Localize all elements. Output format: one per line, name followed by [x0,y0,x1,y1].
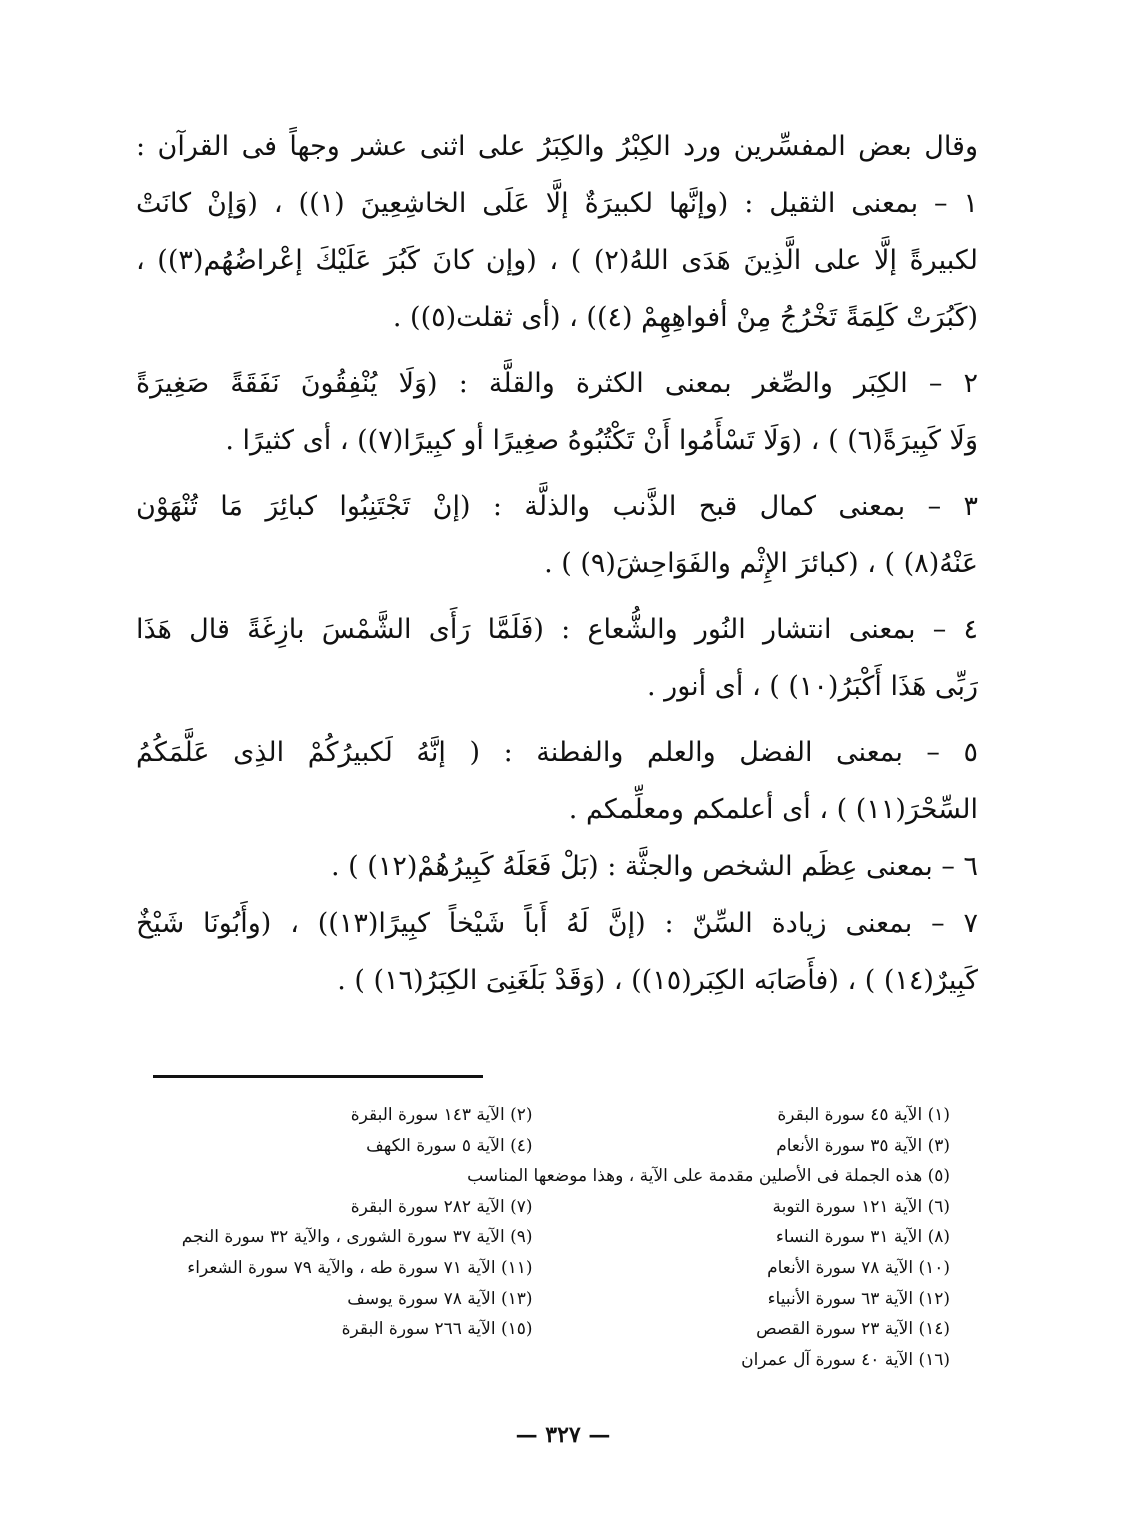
footnote-5: (٥) هذه الجملة فى الأصلين مقدمة على الآية ، وهذا موضعها المناسب [467,1166,950,1187]
footnote-row [115,1284,950,1315]
footnote-16: (١٦) الآية ٤٠ سورة آل عمران [741,1349,950,1370]
footnote-row [115,1314,950,1345]
point-4-line-2: رَبِّى هَذَا أَكْبَرُ(١٠) ) ، أى أنور . [646,671,978,702]
footnote-row [115,1345,950,1376]
point-1-line-3: (كَبُرَتْ كَلِمَةً تَخْرُجُ مِنْ أفواهِهِمْ (٤)) ، (أى ثقلت(٥)) . [392,302,978,333]
point-2-line-2: وَلَا كَبِيرَةً(٦) ) ، (وَلَا تَسْأَمُوا أَنْ تَكْتُبُوهُ صغِيرًا أو كبِيرًا(٧)) ، أى كثيرًا . [225,425,978,456]
footnote-10: (١٠) الآية ٧٨ سورة الأنعام [767,1257,950,1278]
intro-line: وقال بعض المفسِّرين ورد الكِبْرُ والكِبَرُ على اثنى عشر وجهاً فى القرآن : [136,131,978,162]
footnote-15: (١٥) الآية ٢٦٦ سورة البقرة [341,1319,533,1340]
point-1-line-1: ١ – بمعنى الثقيل : (وإنَّها لكبيرَةٌ إلَّا عَلَى الخاشِعِينَ (١)) ، (وَإنْ كانَتْ [136,188,978,219]
point-4-line-1: ٤ – بمعنى انتشار النُور والشُّعاع : (فَلَمَّا رَأَى الشَّمْسَ بازِغَةً قال هَذَا [136,614,978,645]
footnote-row [115,1222,950,1253]
point-6-line-1: ٦ – بمعنى عِظَم الشخص والجثَّة : (بَلْ فَعَلَهُ كَبِيرُهُمْ(١٢) ) . [331,851,978,882]
point-3-line-2: عَنْهُ(٨) ) ، (كبائرَ الإِثْم والفَوَاحِشَ(٩) ) . [544,548,978,579]
point-5-line-2: السِّحْرَ(١١) ) ، أى أعلمكم ومعلِّمكم . [568,794,978,825]
footnote-2: (٢) الآية ١٤٣ سورة البقرة [350,1105,533,1125]
footnote-11: (١١) الآية ٧١ سورة طه ، والآية ٧٩ سورة الشعراء [187,1257,533,1278]
point-5-line-1: ٥ – بمعنى الفضل والعلم والفطنة : ( إنَّهُ لَكبيرُكُمْ الذِى عَلَّمَكُمُ [136,737,978,768]
point-1-line-2: لكبيرةً إلَّا على الَّذِينَ هَدَى اللهُ(٢) ) ، (وإن كانَ كَبُرَ عَلَيْكَ إعْراضُهُم(٣)) ، [136,245,978,276]
footnote-14: (١٤) الآية ٢٣ سورة القصص [756,1319,950,1340]
footnotes [115,1100,950,1375]
footnote-1: (١) الآية ٤٥ سورة البقرة [777,1105,950,1125]
point-3-line-1: ٣ – بمعنى كمال قبح الذَّنب والذلَّة : (إنْ تَجْتَنِبُوا كبائِرَ مَا تُنْهَوْن [136,491,978,522]
main-text [136,118,978,1009]
footnote-8: (٨) الآية ٣١ سورة النساء [775,1227,950,1248]
footnote-3: (٣) الآية ٣٥ سورة الأنعام [776,1135,950,1156]
point-7-line-2: كَبِيرٌ(١٤) ) ، (فأَصَابَه الكِبَر(١٥)) ، (وَقَدْ بَلَغَنِىَ الكِبَرُ(١٦) ) . [337,965,978,996]
footnote-6: (٦) الآية ١٢١ سورة التوبة [772,1196,950,1217]
footnote-row [115,1131,950,1162]
point-7-line-1: ٧ – بمعنى زيادة السِّنّ : (إنَّ لَهُ أَباً شَيْخاً كبِيرًا(١٣)) ، (وأَبُونَا شَيْخٌ [136,908,978,939]
footnote-divider [153,1075,483,1078]
footnote-7: (٧) الآية ٢٨٢ سورة البقرة [350,1196,533,1217]
footnote-9: (٩) الآية ٣٧ سورة الشورى ، والآية ٣٢ سورة النجم [181,1227,533,1248]
page-number: — ٣٢٧ — [515,1422,611,1448]
footnote-row [115,1253,950,1284]
footnote-row [115,1100,950,1131]
point-2-line-1: ٢ – الكِبَر والصِّغر بمعنى الكثرة والقلَّة : (وَلَا يُنْفِقُونَ نَفَقَةً صَغِيرَةً [136,368,978,399]
footnote-row [115,1192,950,1223]
footnote-row [115,1161,950,1192]
footnote-13: (١٣) الآية ٧٨ سورة يوسف [347,1288,533,1309]
footnote-12: (١٢) الآية ٦٣ سورة الأنبياء [767,1288,950,1309]
footnote-4: (٤) الآية ٥ سورة الكهف [366,1135,533,1156]
